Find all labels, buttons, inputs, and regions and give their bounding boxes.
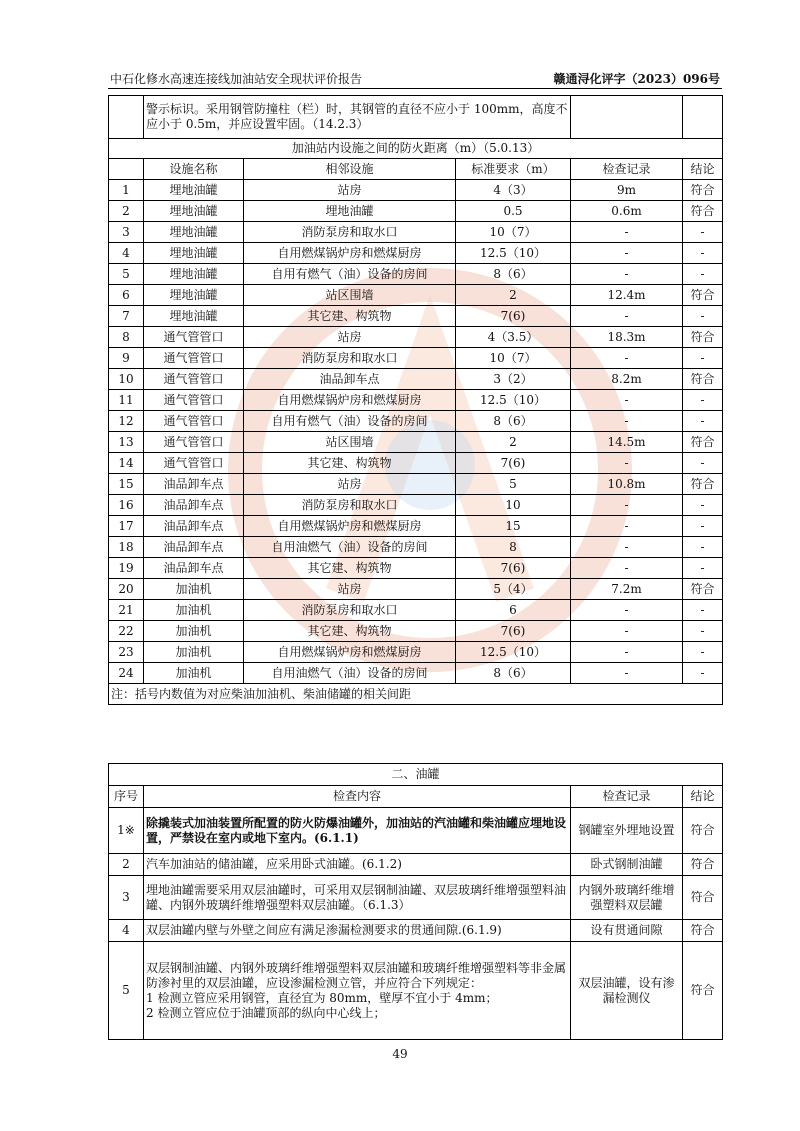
table-cell-result: 符合 [683,285,723,306]
table-cell-no: 4 [109,920,144,942]
table-cell-result: - [683,348,723,369]
table-cell-standard: 8 [456,537,571,558]
table-cell-record: 内钢外玻璃纤维增强塑料双层罐 [571,876,683,920]
table-row [109,369,723,390]
table-cell-result: 符合 [683,808,723,854]
table-cell-record: - [571,306,683,327]
table-row [109,600,723,621]
table-cell-facility: 通气管管口 [144,453,244,474]
table-cell-result: - [683,516,723,537]
table-cell-result: - [683,600,723,621]
table-cell-standard: 2 [456,432,571,453]
page-number: 49 [392,1047,408,1061]
table-row [109,516,723,537]
table-cell-standard: 7(6) [456,306,571,327]
table-cell-standard: 0.5 [456,201,571,222]
col-header-no: 序号 [109,786,144,808]
table-cell-record: 7.2m [571,579,683,600]
table-cell-content [144,942,571,1040]
table-cell-record: - [571,348,683,369]
table-cell-record: - [571,390,683,411]
table-cell-result: - [683,642,723,663]
table-row [109,453,723,474]
table-row [109,180,723,201]
table-cell-facility: 油品卸车点 [144,495,244,516]
table-cell-facility: 加油机 [144,600,244,621]
table-cell-result: - [683,453,723,474]
table-cell-content: 埋地油罐需要采用双层油罐时，可采用双层钢制油罐、双层玻璃纤维增强塑料油罐、内钢外玻璃纤维增强塑料双层油罐。（6.1.3） [144,876,571,920]
table-cell-adjacent: 自用有燃气（油）设备的房间 [244,411,456,432]
tank-section-title: 二、油罐 [109,764,723,786]
table-cell-result: - [683,390,723,411]
table-row [109,474,723,495]
table-cell-result: 符合 [683,920,723,942]
table-cell-facility: 通气管管口 [144,348,244,369]
table-cell-standard: 2 [456,285,571,306]
table-cell-record: - [571,516,683,537]
table-cell-facility: 埋地油罐 [144,180,244,201]
table-cell-standard: 4（3） [456,180,571,201]
col-header-check-record: 检查记录 [571,786,683,808]
table-cell-result: 符合 [683,854,723,876]
table-cell-adjacent: 自用油燃气（油）设备的房间 [244,537,456,558]
table-cell-record: 钢罐室外埋地设置 [571,808,683,854]
report-title: 中石化修水高速连接线加油站安全现状评价报告 [110,72,363,86]
table-row [109,411,723,432]
table-cell-no: 4 [109,243,144,264]
table-cell-standard: 8（6） [456,411,571,432]
table-cell-facility: 油品卸车点 [144,537,244,558]
table-cell-record: - [571,600,683,621]
table-cell-content: 除撬装式加油装置所配置的防火防爆油罐外，加油站的汽油罐和柴油罐应埋地设置，严禁设在室内或地下室内。(6.1.1) [144,808,571,854]
table-cell-result: - [683,663,723,684]
table-cell-result: - [683,621,723,642]
table-cell-record: 9m [571,180,683,201]
report-number: 赣通浔化评字（2023）096号 [553,72,720,86]
table-row [109,579,723,600]
table-cell-no: 19 [109,558,144,579]
table-cell-standard: 6 [456,600,571,621]
table-cell-no: 1 [109,180,144,201]
page-header [108,70,722,89]
distance-section-title: 加油站内设施之间的防火距离（m）（5.0.13） [109,139,723,159]
table-cell-result: 符合 [683,201,723,222]
col-header-standard: 标准要求（m） [456,159,571,180]
content-line: 1 检测立管应采用钢管，直径宜为 80mm，壁厚不宜小于 4mm； [146,990,498,1005]
table-cell-standard: 12.5（10） [456,243,571,264]
table-cell-record: 8.2m [571,369,683,390]
table-cell-no: 3 [109,876,144,920]
table-cell-record: 设有贯通间隙 [571,920,683,942]
table-cell-result: 符合 [683,876,723,920]
table-cell-facility: 加油机 [144,642,244,663]
table-cell-record: - [571,558,683,579]
table-cell-record: 0.6m [571,201,683,222]
table-cell-record: - [571,222,683,243]
table-cell-no: 6 [109,285,144,306]
table-cell-standard: 10（7） [456,222,571,243]
table-row [109,390,723,411]
table-row [109,243,723,264]
table-cell-adjacent: 油品卸车点 [244,369,456,390]
table-cell-standard: 3（2） [456,369,571,390]
table-cell-no: 10 [109,369,144,390]
table-row [109,621,723,642]
table-cell-no: 9 [109,348,144,369]
table-row [109,285,723,306]
table-cell-result: 符合 [683,579,723,600]
table-cell-record: - [571,621,683,642]
table-row [109,264,723,285]
table-cell-adjacent: 消防泵房和取水口 [244,600,456,621]
table-cell-standard: 12.5（10） [456,642,571,663]
table-cell-adjacent: 站房 [244,474,456,495]
table-cell-no: 20 [109,579,144,600]
table-cell-facility: 埋地油罐 [144,243,244,264]
table-cell-adjacent: 消防泵房和取水口 [244,222,456,243]
content-line: 2 检测立管应位于油罐顶部的纵向中心线上； [146,1005,386,1020]
table-cell-record: - [571,243,683,264]
table-row [109,642,723,663]
table-cell-standard: 12.5（10） [456,390,571,411]
table-cell-result: - [683,537,723,558]
table-row [109,432,723,453]
table-cell-no: 23 [109,642,144,663]
table-cell-result: - [683,306,723,327]
table-cell-no: 24 [109,663,144,684]
table-cell-no: 2 [109,201,144,222]
table-row [109,495,723,516]
table-cell-result: 符合 [683,180,723,201]
table-cell-standard: 8（6） [456,264,571,285]
table-cell-standard: 5（4） [456,579,571,600]
tank-inspection-table [108,763,723,1040]
table-cell-facility: 加油机 [144,663,244,684]
table-cell-no: 5 [109,264,144,285]
table-cell-facility: 通气管管口 [144,369,244,390]
table-cell-result: - [683,243,723,264]
table-cell-record: - [571,453,683,474]
table-cell-adjacent: 站区围墙 [244,285,456,306]
table-cell-record: 12.4m [571,285,683,306]
table-cell-facility: 埋地油罐 [144,201,244,222]
table-cell-result: - [683,264,723,285]
table-cell-no: 13 [109,432,144,453]
table-cell-no: 11 [109,390,144,411]
col-header-result: 结论 [683,159,723,180]
table-cell-adjacent: 自用燃煤锅炉房和燃煤厨房 [244,243,456,264]
table-cell-standard: 10 [456,495,571,516]
table-cell-record: 14.5m [571,432,683,453]
table-cell-facility: 油品卸车点 [144,474,244,495]
table-cell-standard: 5 [456,474,571,495]
table-cell-adjacent: 自用有燃气（油）设备的房间 [244,264,456,285]
table-cell-adjacent: 自用燃煤锅炉房和燃煤厨房 [244,390,456,411]
fire-distance-table [108,95,723,705]
table-cell-record: 双层油罐，设有渗漏检测仪 [571,942,683,1040]
table-cell-facility: 通气管管口 [144,327,244,348]
table-cell-adjacent: 自用燃煤锅炉房和燃煤厨房 [244,516,456,537]
table-row [109,201,723,222]
table-cell-facility: 加油机 [144,621,244,642]
table-row [109,348,723,369]
table-cell-no: 8 [109,327,144,348]
table-cell-facility: 通气管管口 [144,411,244,432]
table-cell-adjacent: 自用燃煤锅炉房和燃煤厨房 [244,642,456,663]
table-cell-content: 汽车加油站的储油罐，应采用卧式油罐。(6.1.2) [144,854,571,876]
table-cell-result: 符合 [683,432,723,453]
table-cell-standard: 7(6) [456,621,571,642]
table-cell-adjacent: 消防泵房和取水口 [244,495,456,516]
col-header-record: 检查记录 [571,159,683,180]
table-cell-no: 22 [109,621,144,642]
table-cell-standard: 7(6) [456,558,571,579]
table-cell-result: - [683,222,723,243]
table-cell-no: 5 [109,942,144,1040]
table-cell-record: - [571,642,683,663]
table-cell-facility: 加油机 [144,579,244,600]
table-cell-no: 14 [109,453,144,474]
col-header-facility: 设施名称 [144,159,244,180]
table-cell-result: - [683,495,723,516]
table-cell-result: - [683,411,723,432]
table-row [109,222,723,243]
table-cell-record: - [571,264,683,285]
table-cell-adjacent: 站房 [244,180,456,201]
table-cell-facility: 通气管管口 [144,390,244,411]
table-cell-result: 符合 [683,369,723,390]
table-cell-facility: 埋地油罐 [144,222,244,243]
table-cell-standard: 8（6） [456,663,571,684]
table-cell-adjacent: 站区围墙 [244,432,456,453]
table-cell-standard: 4（3.5） [456,327,571,348]
table-cell-standard: 15 [456,516,571,537]
table-row [109,558,723,579]
table-note: 注：括号内数值为对应柴油加油机、柴油储罐的相关间距 [109,684,723,705]
table-cell-no: 18 [109,537,144,558]
table-cell-standard: 10（7） [456,348,571,369]
table-cell-adjacent: 自用油燃气（油）设备的房间 [244,663,456,684]
table-cell-no: 21 [109,600,144,621]
table-cell-adjacent: 消防泵房和取水口 [244,348,456,369]
table-cell-result: - [683,558,723,579]
table-cell-no: 1※ [109,808,144,854]
table-cell-no: 16 [109,495,144,516]
table-row [109,663,723,684]
table-cell-adjacent: 站房 [244,579,456,600]
table-cell-facility: 埋地油罐 [144,285,244,306]
table-cell-adjacent: 站房 [244,327,456,348]
table-cell-record: - [571,663,683,684]
table-cell-facility: 埋地油罐 [144,264,244,285]
table-cell-record: - [571,537,683,558]
table-cell-result: 符合 [683,327,723,348]
table-cell-adjacent: 其它建、构筑物 [244,621,456,642]
table-cell-no: 15 [109,474,144,495]
table-cell-no: 17 [109,516,144,537]
table-cell-no: 3 [109,222,144,243]
table-cell-record: 卧式钢制油罐 [571,854,683,876]
content-line: 双层钢制油罐、内钢外玻璃纤维增强塑料双层油罐和玻璃纤维增强塑料等非金属防渗衬里的双层油罐，应设渗漏检测立管，并应符合下列规定： [146,960,567,990]
table-cell-content: 双层油罐内壁与外壁之间应有满足渗漏检测要求的贯通间隙.(6.1.9) [144,920,571,942]
col-header-content: 检查内容 [144,786,571,808]
col-header-adjacent: 相邻设施 [244,159,456,180]
table-cell-standard: 7(6) [456,453,571,474]
table-cell-facility: 油品卸车点 [144,558,244,579]
table-cell-record: 18.3m [571,327,683,348]
table-cell-adjacent: 其它建、构筑物 [244,453,456,474]
table-cell-record: 10.8m [571,474,683,495]
table-cell-facility: 油品卸车点 [144,516,244,537]
table-cell-no: 7 [109,306,144,327]
table-row [109,327,723,348]
table-cell-no: 12 [109,411,144,432]
table-cell-facility: 埋地油罐 [144,306,244,327]
table-row [109,537,723,558]
table-cell-adjacent: 其它建、构筑物 [244,558,456,579]
table-cell-result: 符合 [683,474,723,495]
col-header-conclusion: 结论 [683,786,723,808]
table-cell-adjacent: 其它建、构筑物 [244,306,456,327]
table-cell-no: 2 [109,854,144,876]
table-cell-record: - [571,411,683,432]
table-cell-record: - [571,495,683,516]
table-cell-facility: 通气管管口 [144,432,244,453]
warning-sign-text: 警示标识。采用钢管防撞柱（栏）时，其钢管的直径不应小于 100mm，高度不应小于 0.5m，并应设置牢固。（14.2.3） [144,96,571,139]
table-row [109,306,723,327]
table-cell-adjacent: 埋地油罐 [244,201,456,222]
table-cell-result: 符合 [683,942,723,1040]
